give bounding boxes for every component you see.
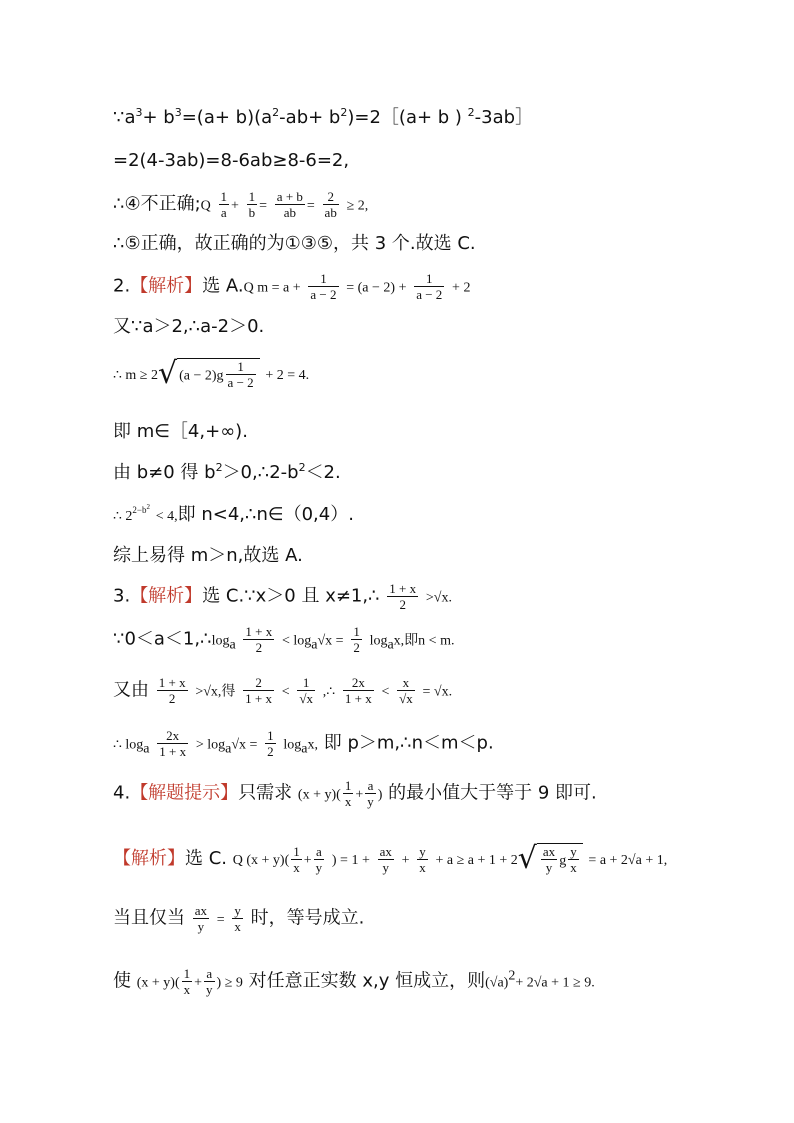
line-7: ∴ m ≥ 2√ (a − 2)g $\frac{1}{a - 2}$ + 2 = 4. — [113, 356, 310, 391]
line-17: 【解析】选 C. Q (x + y)( $\frac{1}{x}$ + $\frac{a}{y}$ ) = 1 + $\frac{ax}{y}$ + $\frac{y}{x}$ + a ≥ a + 1 + 2√ $\frac{ax}{y}$ g $\frac{y}{x}$ = a + 2√a + 1, — [113, 841, 668, 876]
line-16: 4.【解题提示】只需求 (x + y)( $\frac{1}{x}$ + $\frac{a}{y}$ ) 的最小值大于等于 9 即可. — [113, 778, 597, 809]
hint-tag: 【解题提示】 — [130, 782, 239, 804]
line-15: ∴ $\log_a$ $\frac{2x}{1 + x}$ > $\log_a√x$ = $\frac{1}{2}$ $\log_ax$, 即 p＞m,∴n＜m＜p. — [113, 728, 494, 759]
line-14: 又由 $\frac{1 + x}{2}$ >√x,得 $\frac{2}{1 + x}$ < $\frac{1}{√x}$ ,∴ $\frac{2x}{1 + x}$ < $\frac{x}{√x}$ = √x. — [113, 675, 453, 706]
line-3: ∴④不正确;Q $\frac{1}{a}$ + $\frac{1}{b}$ = $\frac{a + b}{ab}$ = $\frac{2}{ab}$ ≥ 2, — [113, 189, 369, 220]
line-2: =2(4-3ab)=8-6ab≥8-6=2, — [113, 150, 350, 171]
analysis-tag: 【解析】 — [113, 848, 185, 869]
line-11: 综上易得 m＞n,故选 A. — [113, 545, 303, 566]
line-5: 2.【解析】选 A.Q m = a + $\frac{1}{a - 2}$ = (a − 2) + $\frac{1}{a - 2}$ + 2 — [113, 271, 471, 302]
analysis-tag: 【解析】 — [130, 585, 203, 607]
line-13: $\because 0<a<1,\therefore\log_a$ $\frac{1 + x}{2}$ < $\log_a√x$ = $\frac{1}{2}$ $\log_ax$,即n < m. — [113, 624, 455, 655]
line-19: 使 (x + y)( $\frac{1}{x}$ + $\frac{a}{y}$ ) ≥ 9 对任意正实数 x,y 恒成立，则$(√a)^2+ 2√a + 1 \ge 9$. — [113, 966, 595, 997]
analysis-tag: 【解析】 — [130, 275, 203, 297]
line-6: 又∵a＞2,∴a-2＞0. — [113, 316, 265, 337]
line-18: 当且仅当 $\frac{ax}{y}$ = $\frac{y}{x}$ 时，等号成立. — [113, 903, 365, 934]
line-1: $\because a^3+ b^3=(a+ b)(a^2-ab+$ $b^2)=2[(a+ b$ ) $^2$-3ab］ — [113, 106, 534, 128]
line-9: 由 b≠0 得 $b^2>0,\therefore 2-b^2<2$. — [113, 461, 341, 483]
line-12: 3.【解析】选 C.∵x＞0 且 x≠1,∴ $\frac{1 + x}{2}$ >√x. — [113, 581, 452, 612]
line-8: 即 m∈［4,+∞). — [113, 421, 248, 442]
line-4: ∴⑤正确，故正确的为①③⑤，共 3 个.故选 C. — [113, 233, 476, 254]
line-10: ∴ $2^{2-b2} < 4$,即 n<4,∴n∈（0,4）. — [113, 503, 354, 525]
